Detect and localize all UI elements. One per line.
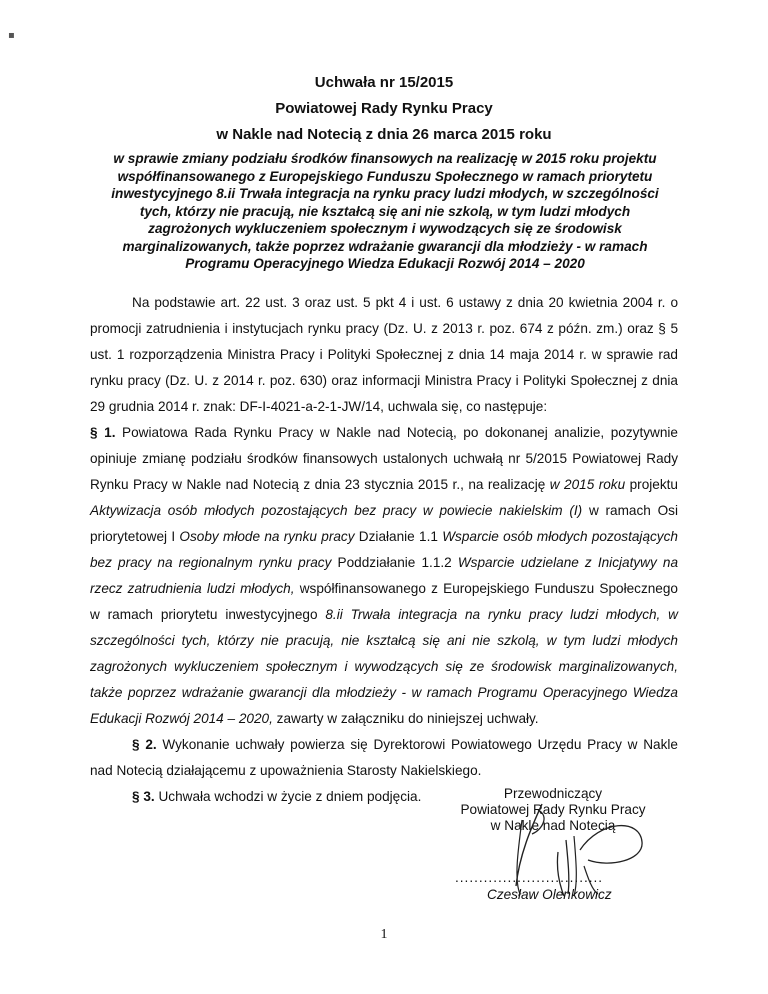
section-2-paragraph xyxy=(90,732,678,784)
section-1-text: w ramach Osi priorytetowej I xyxy=(90,503,678,544)
subject-line: marginalizowanych, także poprzez wdrażanie gwarancji dla młodzieży - w ramach xyxy=(122,238,648,254)
section-1-text: projektu xyxy=(625,477,678,492)
submeasure-name: Wsparcie udzielane z Inicjatywy na rzecz zatrudnienia ludzi młodych, xyxy=(90,555,678,596)
scan-artifact: ▪ xyxy=(8,30,15,41)
section-3-text: Uchwała wchodzi w życie z dniem podjęcia. xyxy=(154,789,422,804)
section-1-text: zawarty w załączniku do niniejszej uchwały. xyxy=(272,711,539,726)
page-number: 1 xyxy=(380,927,388,942)
section-1-text: Powiatowa Rada Rynku Pracy w Nakle nad Notecią, po dokonanej analizie, pozytywnie opiniuje zmianę podziału środków finansowych ustalonych uchwałą nr 5/2015 Powiatowej Rady Rynku Pracy w Nakle nad Notecią z dnia 23 stycznia 2015 r., na realizację xyxy=(90,425,678,492)
resolution-title xyxy=(0,70,768,148)
project-name: Aktywizacja osób młodych pozostających bez pracy w powiecie nakielskim (I) xyxy=(90,503,583,518)
title-line-2: Powiatowej Rady Rynku Pracy xyxy=(275,100,493,117)
section-1-paragraph xyxy=(90,420,678,732)
section-1-italic: w 2015 roku xyxy=(549,477,626,492)
resolution-subject xyxy=(85,150,685,273)
signatory-location: w Nakle nad Notecią xyxy=(490,818,616,833)
subject-line: w sprawie zmiany podziału środków finansowych na realizację w 2015 roku projektu xyxy=(113,151,657,166)
section-2-text: Wykonanie uchwały powierza się Dyrektorowi Powiatowego Urzędu Pracy w Nakle nad Notecią działającemu z upoważnienia Starosty Nakielskiego. xyxy=(90,737,678,778)
section-2-label: § 2. xyxy=(132,737,157,752)
measure-name: Wsparcie osób młodych pozostających bez pracy na regionalnym rynku pracy xyxy=(90,529,678,570)
priority-axis-name: Osoby młode na rynku pracy xyxy=(179,529,355,544)
section-3-label: § 3. xyxy=(132,789,155,804)
signatory-body: Powiatowej Rady Rynku Pracy xyxy=(460,802,646,817)
section-1-text: Działanie 1.1 xyxy=(354,529,443,544)
signatory-name: Czesław Olenkowicz xyxy=(487,887,612,902)
title-line-1: Uchwała nr 15/2015 xyxy=(314,74,454,91)
section-1-text: Poddziałanie 1.1.2 xyxy=(331,555,458,570)
subject-line: współfinansowanego z Europejskiego Funduszu Społecznego w ramach priorytetu xyxy=(117,168,653,184)
section-1-label: § 1. xyxy=(90,425,116,440)
resolution-body xyxy=(90,290,678,810)
signatory-title: Przewodniczący xyxy=(503,786,603,801)
title-line-3: w Nakle nad Notecią z dnia 26 marca 2015 roku xyxy=(216,126,552,143)
signature-line: ............................... xyxy=(455,870,604,885)
section-1-text: współfinansowanego z Europejskiego Funduszu Społecznego w ramach priorytetu inwestycyjnego xyxy=(90,581,678,622)
investment-priority-name: 8.ii Trwała integracja na rynku pracy ludzi młodych, w szczególności tych, którzy nie pracują, nie kształcą się ani nie szkolą, w tym ludzi młodych zagrożonych wykluczeniem społecznym i wywodzących się ze środowisk marginalizowanych, także poprzez wdrażanie gwarancji dla młodzieży - w ramach Programu Operacyjnego Wiedza Edukacji Rozwój 2014 – 2020, xyxy=(90,607,678,726)
subject-line: zagrożonych wykluczeniem społecznym i wywodzących się ze środowisk xyxy=(148,221,622,236)
subject-line: Programu Operacyjnego Wiedza Edukacji Rozwój 2014 – 2020 xyxy=(185,256,585,271)
subject-line: tych, którzy nie pracują, nie kształcą się ani nie szkolą, w tym ludzi młodych xyxy=(139,203,631,219)
legal-basis-paragraph: Na podstawie art. 22 ust. 3 oraz ust. 5 pkt 4 i ust. 6 ustawy z dnia 20 kwietnia 2004 r. o promocji zatrudnienia i instytucjach rynku pracy (Dz. U. z 2013 r. poz. 674 z późn. zm.) oraz § 5 ust. 1 rozporządzenia Ministra Pracy i Polityki Społecznej z dnia 14 maja 2014 r. w sprawie rad rynku pracy (Dz. U. z 2014 r. poz. 630) oraz informacji Ministra Pracy i Polityki Społecznej z dnia 29 grudnia 2014 r. znak: DF-I-4021-a-2-1-JW/14, uchwala się, co następuje: xyxy=(90,295,678,414)
subject-line: inwestycyjnego 8.ii Trwała integracja na rynku pracy ludzi młodych, w szczególności xyxy=(111,186,659,201)
